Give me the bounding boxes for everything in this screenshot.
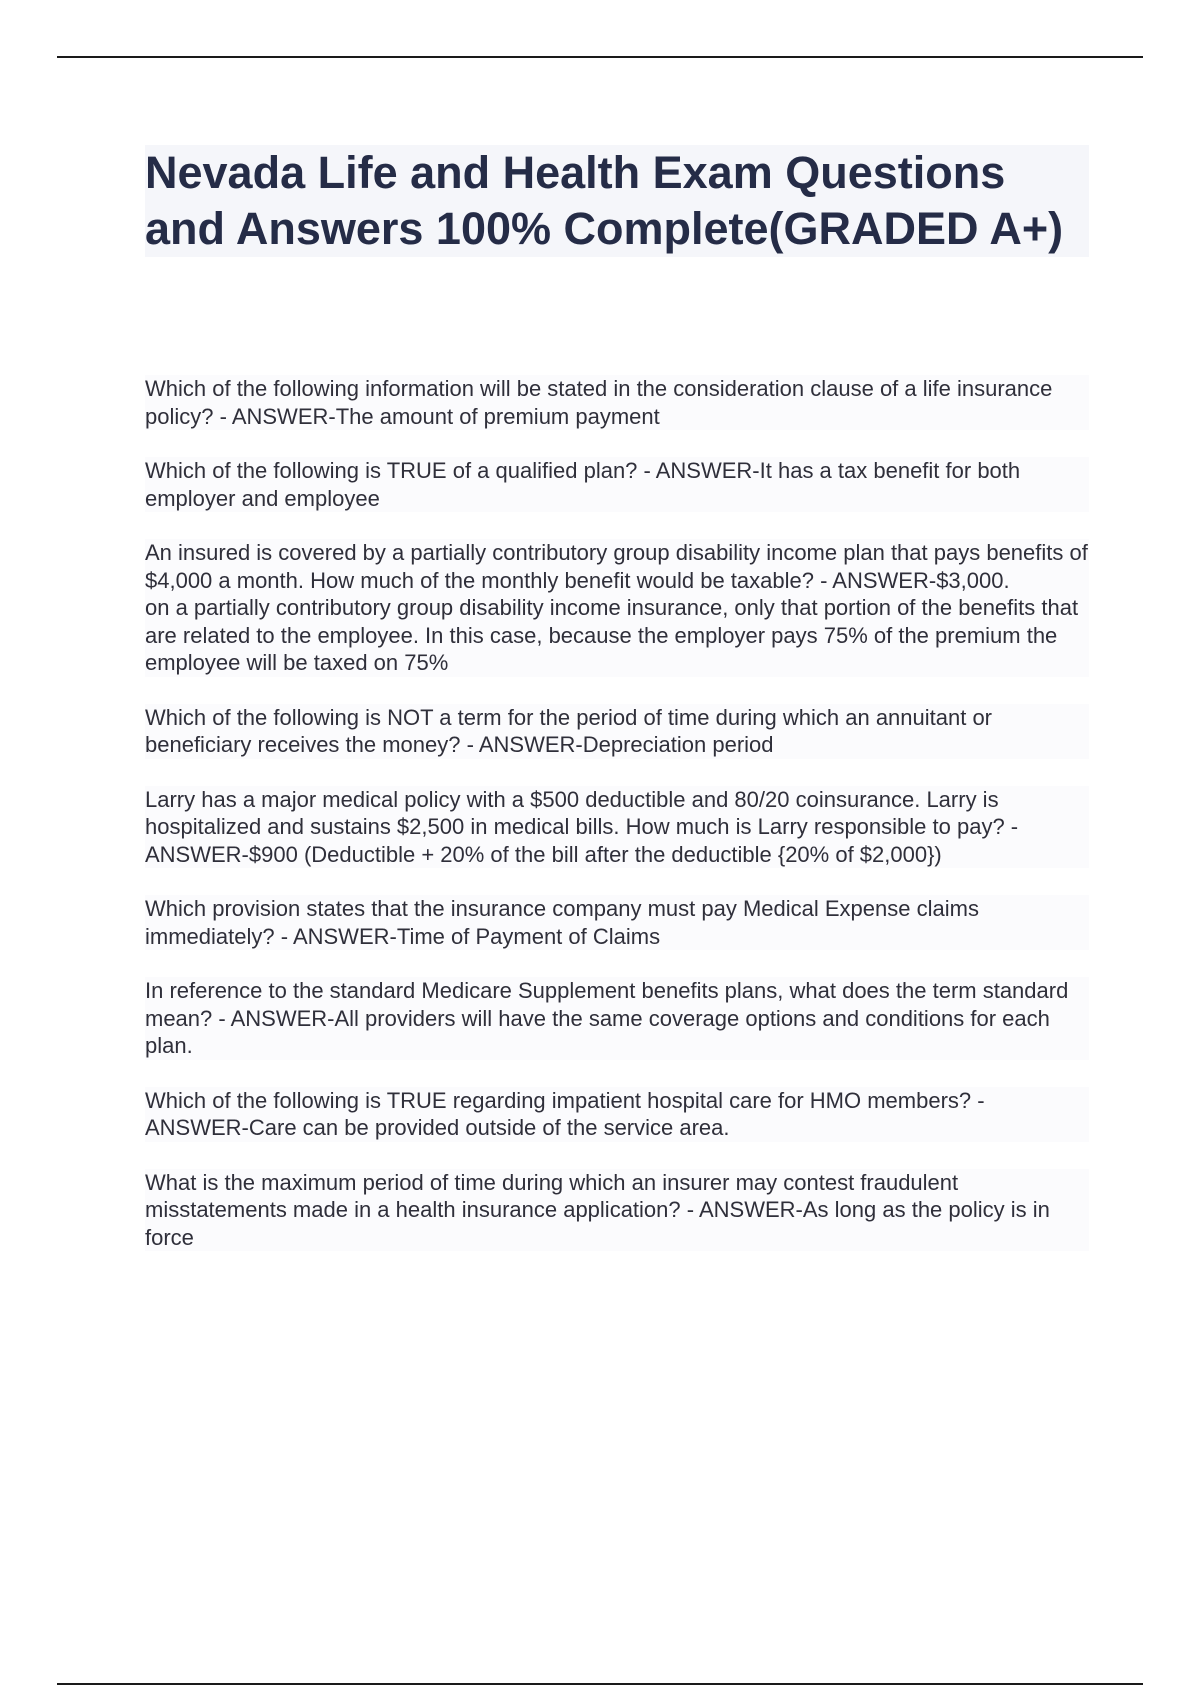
qa-text: In reference to the standard Medicare Supplement benefits plans, what does the term standard mean? - ANSWER-All providers will have the same coverage options and conditions for each plan. xyxy=(145,978,1075,1058)
qa-text: Which of the following is TRUE of a qualified plan? - ANSWER-It has a tax benefit for both employer and employee xyxy=(145,458,1027,511)
qa-item xyxy=(145,457,1089,512)
qa-text: Which of the following information will be stated in the consideration clause of a life insurance policy? - ANSWER-The amount of premium payment xyxy=(145,376,1059,429)
qa-text: Which provision states that the insurance company must pay Medical Expense claims immediately? - ANSWER-Time of Payment of Claims xyxy=(145,896,986,949)
qa-item xyxy=(145,1087,1089,1142)
qa-item xyxy=(145,977,1089,1060)
qa-item xyxy=(145,704,1089,759)
qa-text: An insured is covered by a partially contributory group disability income plan that pays benefits of $4,000 a month. How much of the monthly benefit would be taxable? - ANSWER-$3,000. xyxy=(145,540,1094,593)
qa-item xyxy=(145,786,1089,869)
qa-list xyxy=(145,375,1094,1251)
top-rule xyxy=(57,56,1143,58)
qa-text: Larry has a major medical policy with a $500 deductible and 80/20 coinsurance. Larry is hospitalized and sustains $2,500 in medical bills. How much is Larry responsible to pay? - ANSWER-$900 (Deductible + 20% of the bill after the deductible {20% of $2,000}) xyxy=(145,786,1024,867)
qa-item xyxy=(145,895,1089,950)
qa-item xyxy=(145,539,1094,677)
qa-text: What is the maximum period of time during which an insurer may contest fraudulent misstatements made in a health insurance application? - ANSWER-As long as the policy is in force xyxy=(145,1169,1057,1250)
bottom-rule xyxy=(57,1683,1143,1685)
qa-text: Which of the following is NOT a term for the period of time during which an annuitant or beneficiary receives the money? - ANSWER-Depreciation period xyxy=(145,704,999,757)
qa-explanation: on a partially contributory group disability income insurance, only that portion of the benefits that are related to the employee. In this case, because the employer pays 75% of the premium the employee will be taxed on 75% xyxy=(145,595,1085,675)
qa-item xyxy=(145,1169,1089,1252)
qa-text: Which of the following is TRUE regarding impatient hospital care for HMO members? - ANSWER-Care can be provided outside of the service area. xyxy=(145,1087,990,1140)
qa-item xyxy=(145,375,1089,430)
document-title: Nevada Life and Health Exam Questions and Answers 100% Complete(GRADED A+) xyxy=(145,147,1064,254)
document-body xyxy=(145,145,1094,1278)
title-block xyxy=(145,145,1089,257)
